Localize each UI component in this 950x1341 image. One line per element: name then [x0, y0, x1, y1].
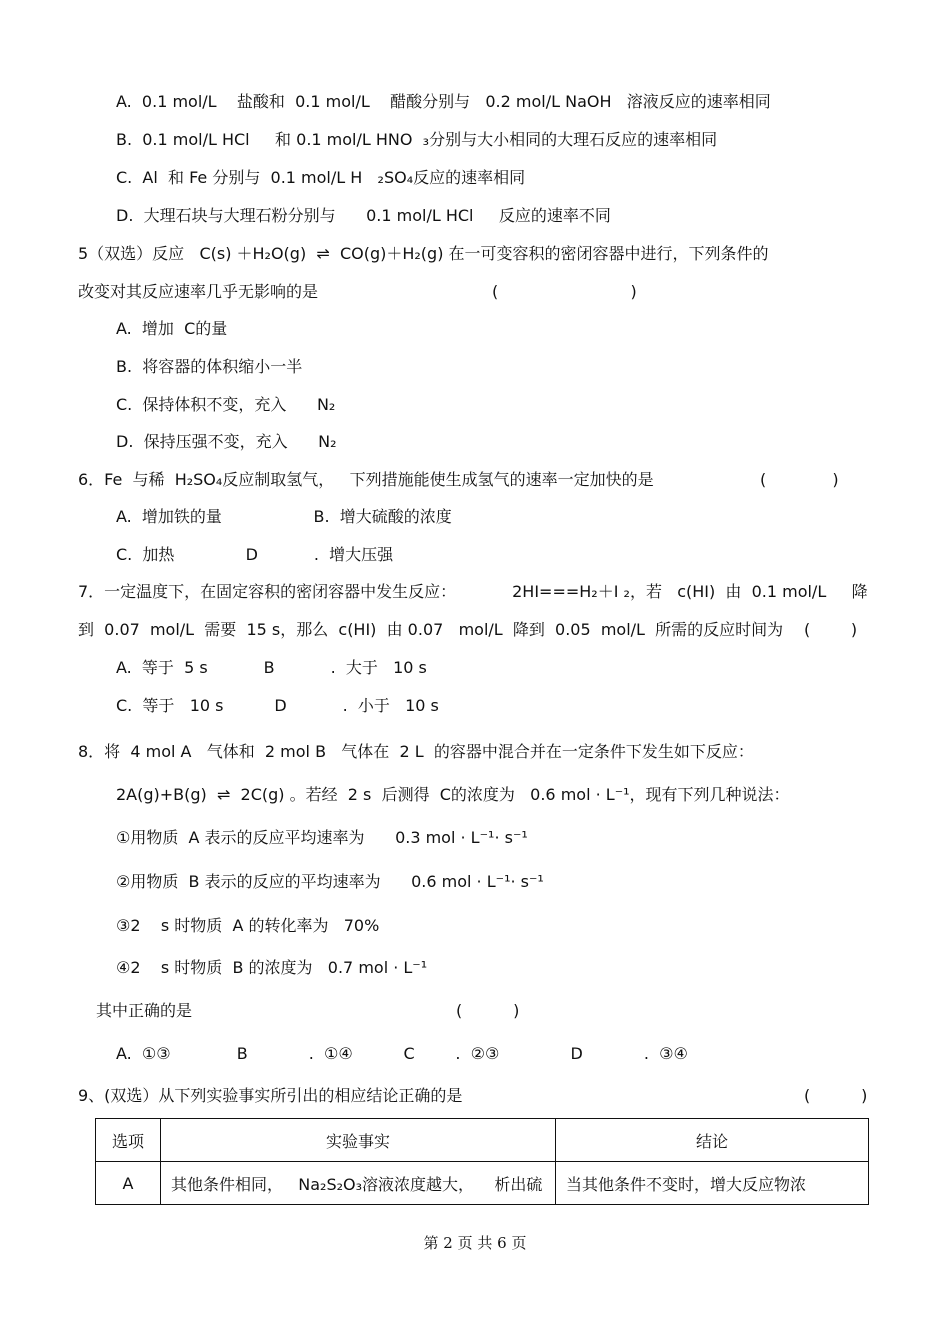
table-header-option: 选项: [96, 1119, 161, 1162]
q5-option-d: D. 保持压强不变，充入 N₂: [116, 432, 337, 451]
q8-which-correct: 其中正确的是: [96, 1001, 193, 1020]
q8-stem-line1: 8．将 4 mol A 气体和 2 mol B 气体在 2 L 的容器中混合并在一定条件下发生如下反应：: [78, 742, 754, 761]
page-footer: 第 2 页 共 6 页: [423, 1234, 527, 1252]
q5-option-c: C. 保持体积不变，充入 N₂: [116, 395, 336, 414]
q5-stem-line2: 改变对其反应速率几乎无影响的是: [78, 282, 319, 301]
q8-statement-1: ①用物质 A 表示的反应平均速率为 0.3 mol · L⁻¹· s⁻¹: [116, 828, 528, 847]
q8-statement-3: ③2 s 时物质 A 的转化率为 70%: [116, 916, 380, 935]
q7-options-ab: A. 等于 5 s B . 大于 10 s: [116, 658, 427, 677]
q7-answer-paren: ( ): [804, 620, 858, 639]
q7-stem-line1: 7．一定温度下，在固定容积的密闭容器中发生反应： 2HI===H₂＋I ₂，若 c(HI) 由 0.1 mol/L 降: [78, 582, 868, 601]
q5-stem-line1: 5（双选）反应 C(s) ＋H₂O(g) ⇌ CO(g)＋H₂(g) 在一可变容积的密闭容器中进行，下列条件的: [78, 244, 769, 263]
q7-stem-line2: 到 0.07 mol/L 需要 15 s，那么 c(HI) 由 0.07 mol/L 降到 0.05 mol/L 所需的反应时间为: [78, 620, 784, 639]
q7-options-cd: C. 等于 10 s D . 小于 10 s: [116, 696, 439, 715]
q8-statement-2: ②用物质 B 表示的反应的平均速率为 0.6 mol · L⁻¹· s⁻¹: [116, 872, 544, 891]
table-header-conclusion: 结论: [556, 1119, 869, 1162]
q9-answer-paren: ( ): [804, 1086, 868, 1105]
q8-equation-line: 2A(g)+B(g) ⇌ 2C(g) 。若经 2 s 后测得 C的浓度为 0.6 mol · L⁻¹，现有下列几种说法：: [116, 785, 790, 804]
table-header-fact: 实验事实: [161, 1119, 556, 1162]
table-row: [96, 1162, 869, 1205]
q5-answer-paren: ( ): [492, 282, 637, 301]
q8-statement-4: ④2 s 时物质 B 的浓度为 0.7 mol · L⁻¹: [116, 958, 428, 977]
q8-answer-paren: ( ): [456, 1001, 520, 1020]
table-cell-option: A: [96, 1162, 161, 1205]
q6-options-ab: A. 增加铁的量 B. 增大硫酸的浓度: [116, 507, 452, 526]
q9-stem: 9、(双选）从下列实验事实所引出的相应结论正确的是: [78, 1086, 463, 1105]
q4-option-c: C. Al 和 Fe 分别与 0.1 mol/L H ₂SO₄反应的速率相同: [116, 168, 526, 187]
q9-table: [95, 1118, 869, 1205]
table-cell-conclusion: 当其他条件不变时，增大反应物浓: [556, 1162, 869, 1205]
q5-option-b: B. 将容器的体积缩小一半: [116, 357, 303, 376]
q4-option-d: D. 大理石块与大理石粉分别与 0.1 mol/L HCl 反应的速率不同: [116, 206, 611, 225]
q8-options: A. ①③ B . ①④ C . ②③ D . ③④: [116, 1044, 688, 1063]
q6-options-cd: C. 加热 D . 增大压强: [116, 545, 394, 564]
q4-option-a: A. 0.1 mol/L 盐酸和 0.1 mol/L 醋酸分别与 0.2 mol/L NaOH 溶液反应的速率相同: [116, 92, 771, 111]
q6-answer-paren: ( ): [760, 470, 839, 489]
q5-option-a: A. 增加 C的量: [116, 319, 228, 338]
q4-option-b: B. 0.1 mol/L HCl 和 0.1 mol/L HNO ₃分别与大小相同的大理石反应的速率相同: [116, 130, 718, 149]
table-header-row: [96, 1119, 869, 1162]
q6-stem: 6．Fe 与稀 H₂SO₄反应制取氢气， 下列措施能使生成氢气的速率一定加快的是: [78, 470, 654, 489]
table-cell-fact: 其他条件相同， Na₂S₂O₃溶液浓度越大， 析出硫: [161, 1162, 556, 1205]
